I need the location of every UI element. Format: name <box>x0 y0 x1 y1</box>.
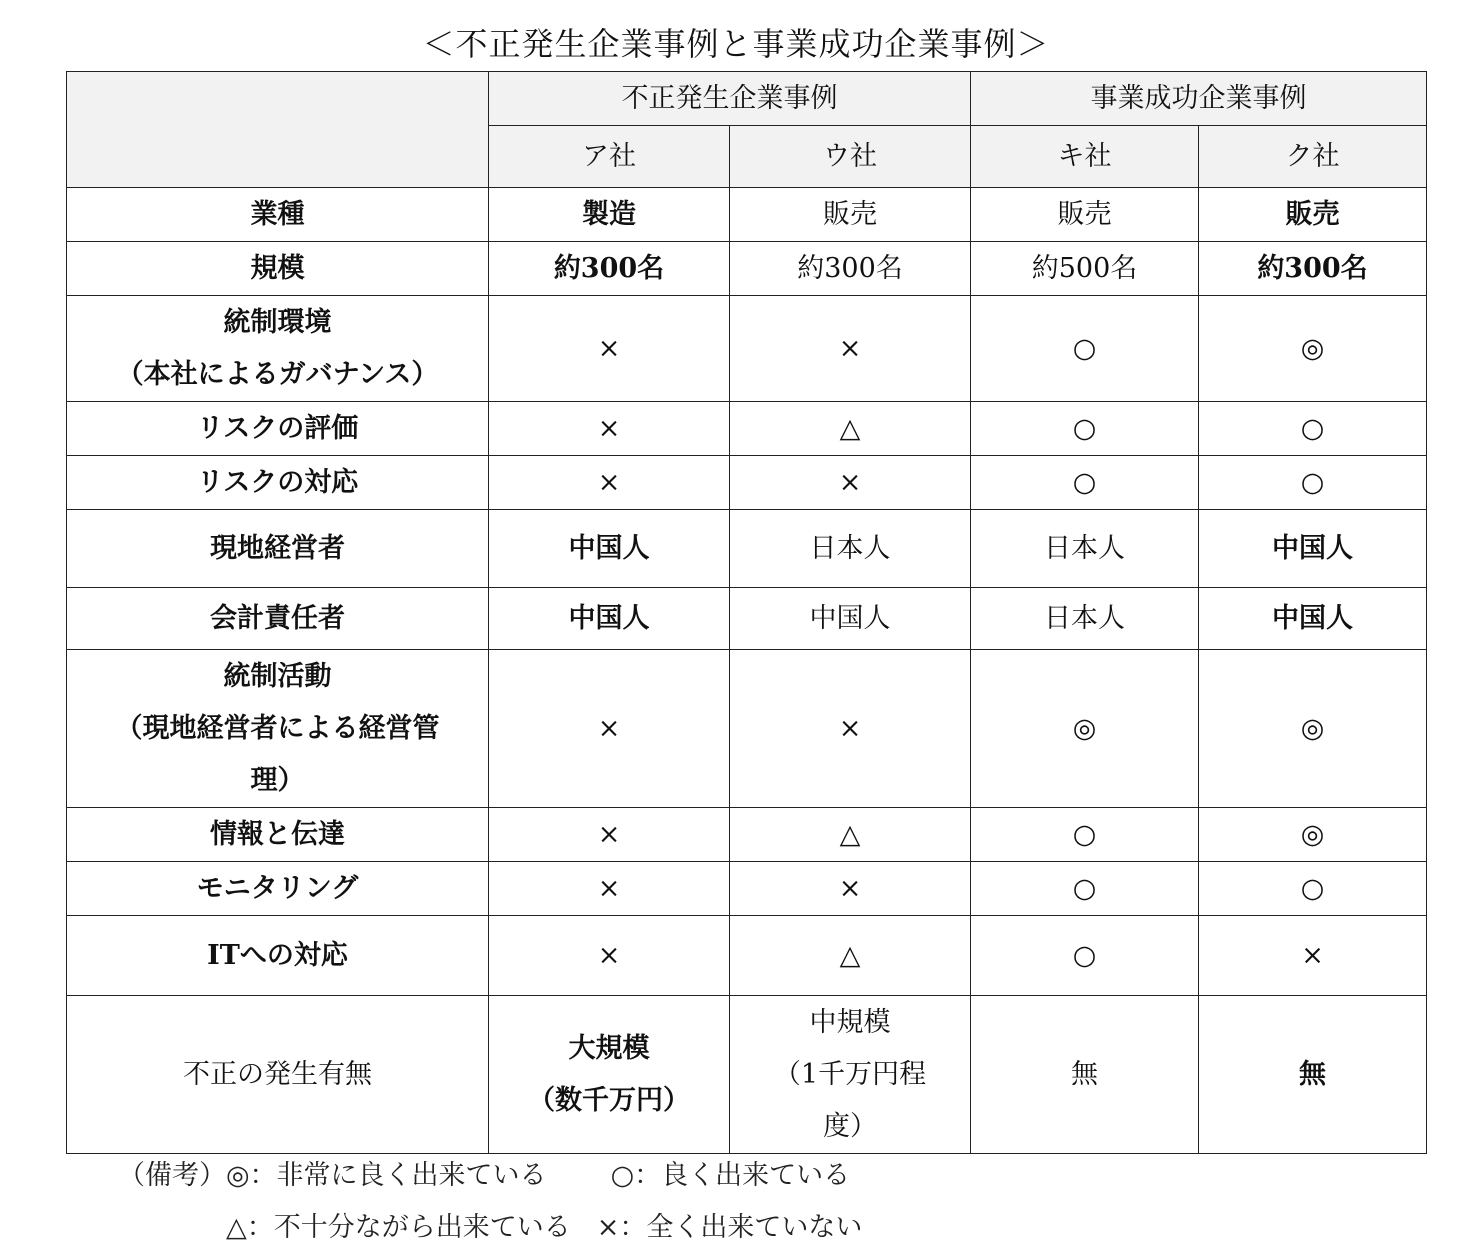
row-label-line: 統制環境 <box>223 306 332 338</box>
table-row <box>67 916 1427 996</box>
cell-ki <box>971 996 1199 1154</box>
row-label-line: （本社によるガバナンス） <box>116 358 439 390</box>
company-header-ki: キ社 <box>971 126 1199 188</box>
cell-ki: ◎ <box>971 650 1199 808</box>
table-title: ＜不正発生企業事例と事業成功企業事例＞ <box>422 25 1050 63</box>
cell-ki: ○ <box>971 862 1199 916</box>
row-label-line: モニタリング <box>196 872 359 904</box>
cell-u: △ <box>730 808 971 862</box>
row-label-line: 業種 <box>250 198 305 230</box>
table-row <box>67 510 1427 588</box>
cell-a: × <box>489 862 730 916</box>
cell-a: × <box>489 296 730 402</box>
company-header-ku: ク社 <box>1199 126 1427 188</box>
table-row <box>67 402 1427 456</box>
table-row <box>67 808 1427 862</box>
cell-u: 中国人 <box>730 588 971 650</box>
row-label-line: リスクの評価 <box>196 412 359 444</box>
cell-line: 無 <box>1299 1058 1326 1090</box>
row-label-cell <box>67 296 489 402</box>
comparison-table <box>66 71 1427 1154</box>
cell-line: （1千万円程 <box>773 1058 927 1090</box>
table-row <box>67 996 1427 1154</box>
cell-a: × <box>489 650 730 808</box>
cell-u: △ <box>730 402 971 456</box>
cell-a: × <box>489 456 730 510</box>
row-label-line: 規模 <box>250 252 305 284</box>
company-header-u: ウ社 <box>730 126 971 188</box>
cell-ku: ◎ <box>1199 296 1427 402</box>
table-row <box>67 862 1427 916</box>
table-row <box>67 242 1427 296</box>
cell-ku: 約300名 <box>1199 242 1427 296</box>
cell-a: 製造 <box>489 188 730 242</box>
cell-u: 約300名 <box>730 242 971 296</box>
cell-u <box>730 996 971 1154</box>
row-label-cell <box>67 916 489 996</box>
cell-a: × <box>489 916 730 996</box>
cell-u: × <box>730 650 971 808</box>
legend-row-2 <box>118 1202 862 1254</box>
cell-ku: 販売 <box>1199 188 1427 242</box>
cell-u: × <box>730 296 971 402</box>
cell-ki: 日本人 <box>971 588 1199 650</box>
table-row <box>67 296 1427 402</box>
row-label-line: 不正の発生有無 <box>183 1058 372 1090</box>
cell-a: 中国人 <box>489 510 730 588</box>
row-label-line: 情報と伝達 <box>210 818 345 850</box>
row-label-cell <box>67 456 489 510</box>
cell-u: 日本人 <box>730 510 971 588</box>
cell-a <box>489 996 730 1154</box>
legend-row-1 <box>118 1150 862 1202</box>
row-label-line: リスクの対応 <box>196 466 359 498</box>
row-label-cell <box>67 242 489 296</box>
cell-line: 大規模 <box>568 1032 650 1064</box>
cell-u: 販売 <box>730 188 971 242</box>
cell-ki: ○ <box>971 296 1199 402</box>
cell-line: （数千万円） <box>528 1084 690 1116</box>
cell-a: 約300名 <box>489 242 730 296</box>
header-corner-cell <box>67 72 489 188</box>
table-row <box>67 188 1427 242</box>
row-label-line: ITへの対応 <box>207 939 348 971</box>
group-header-fraud: 不正発生企業事例 <box>489 72 971 126</box>
row-label-line: 会計責任者 <box>210 602 345 634</box>
cell-ki: ○ <box>971 456 1199 510</box>
row-label-cell <box>67 588 489 650</box>
cell-ku: 中国人 <box>1199 510 1427 588</box>
cell-ku: ○ <box>1199 862 1427 916</box>
cell-ki: 販売 <box>971 188 1199 242</box>
row-label-line: （現地経営者による経営管 <box>115 712 440 744</box>
legend-triangle: △：不十分ながら出来ている <box>226 1212 571 1243</box>
legend-cross: ×：全く出来ていない <box>596 1212 863 1243</box>
row-label-cell <box>67 510 489 588</box>
cell-line: 度） <box>823 1110 877 1142</box>
cell-ki: 日本人 <box>971 510 1199 588</box>
cell-ki: ○ <box>971 916 1199 996</box>
legend-prefix: （備考） <box>118 1160 226 1191</box>
cell-u: △ <box>730 916 971 996</box>
legend-circle: ○：良く出来ている <box>610 1160 851 1191</box>
cell-ki: 約500名 <box>971 242 1199 296</box>
cell-ku: ◎ <box>1199 650 1427 808</box>
table-row <box>67 456 1427 510</box>
row-label-cell <box>67 808 489 862</box>
table-row <box>67 588 1427 650</box>
cell-line: 無 <box>1071 1058 1098 1090</box>
row-label-cell <box>67 862 489 916</box>
cell-a: × <box>489 402 730 456</box>
cell-ku: ◎ <box>1199 808 1427 862</box>
legend-notes <box>118 1150 862 1254</box>
cell-ku: × <box>1199 916 1427 996</box>
row-label-cell <box>67 650 489 808</box>
row-label-line: 現地経営者 <box>210 532 345 564</box>
cell-u: × <box>730 862 971 916</box>
legend-double-circle: ◎：非常に良く出来ている <box>226 1160 547 1191</box>
group-header-success: 事業成功企業事例 <box>971 72 1427 126</box>
table-body <box>67 188 1427 1154</box>
cell-ki: ○ <box>971 808 1199 862</box>
cell-u: × <box>730 456 971 510</box>
cell-ki: ○ <box>971 402 1199 456</box>
cell-ku: 中国人 <box>1199 588 1427 650</box>
row-label-cell <box>67 188 489 242</box>
table-row <box>67 650 1427 808</box>
cell-ku: ○ <box>1199 456 1427 510</box>
company-header-a: ア社 <box>489 126 730 188</box>
cell-ku: ○ <box>1199 402 1427 456</box>
row-label-line: 統制活動 <box>223 660 332 692</box>
cell-a: 中国人 <box>489 588 730 650</box>
cell-line: 中規模 <box>809 1006 891 1038</box>
cell-a: × <box>489 808 730 862</box>
cell-ku <box>1199 996 1427 1154</box>
row-label-cell <box>67 996 489 1154</box>
row-label-line: 理） <box>250 764 305 796</box>
row-label-cell <box>67 402 489 456</box>
